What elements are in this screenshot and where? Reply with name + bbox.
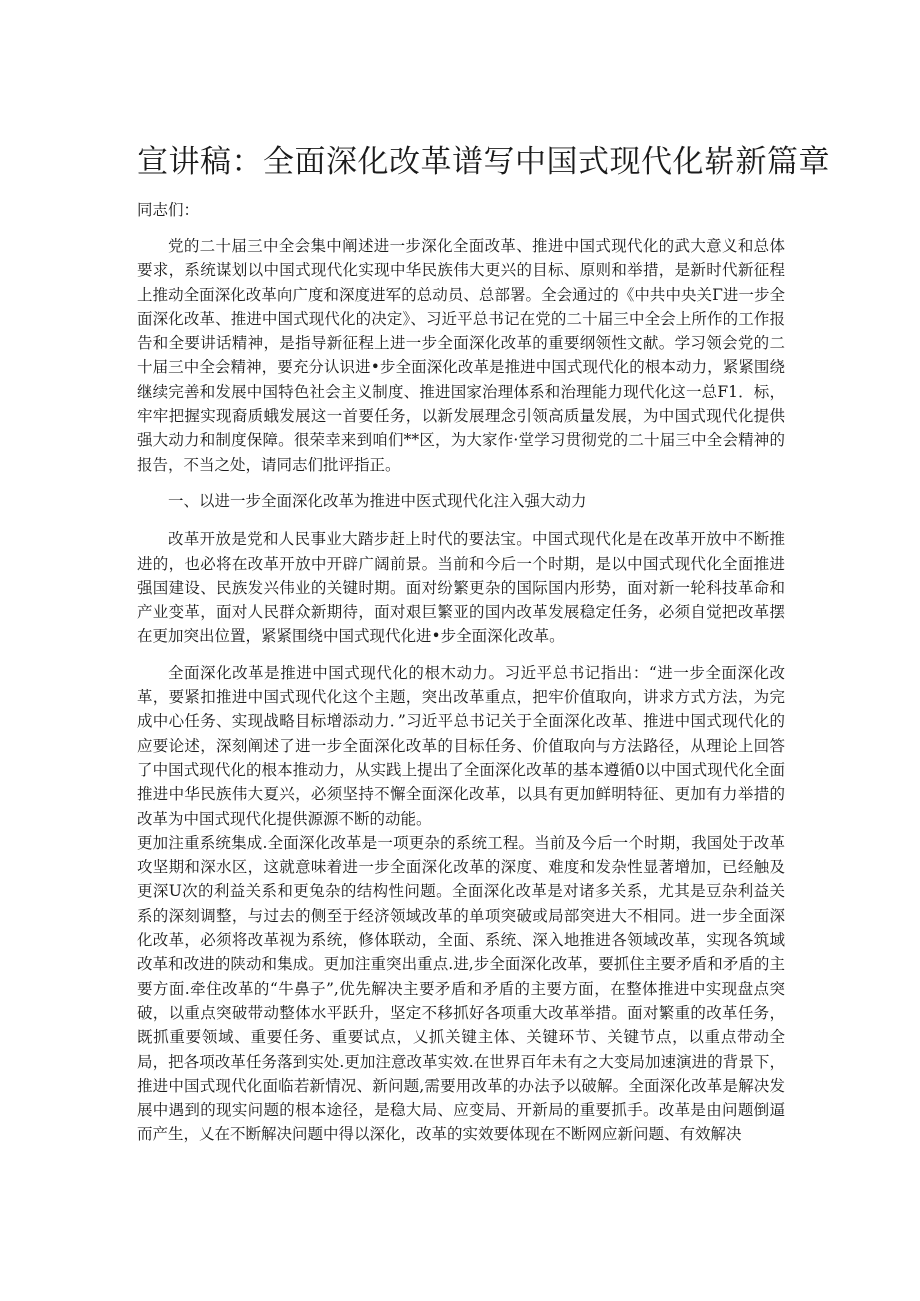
document-title: 宣讲稿：全面深化改革谱写中国式现代化崭新篇章 [137, 144, 830, 180]
intro-paragraph: 党的二十届三中全会集中阐述进一步深化全面改革、推进中国式现代化的武大意义和总体要求，系统谋划以中国式现代化实现中华民族伟大更兴的目标、原则和举措，是新时代新征程上推动全面深化改革向广度和深度进军的总动员、总部署。全会通过的《中共中央关Γ进一步全面深化改革、推进中国式现代化的决定》、习近平总书记在党的二十届三中全会上所作的工作报告和全要讲话精神，是指导新征程上进一步全面深化改革的重要纲领性文献。学习领会党的二十届三中全会精神，要充分认识进•步全面深化改革是推进中国式现代化的根本动力，紧紧围绕继续完善和发展中国特色社会主义制度、推进国家治理体系和治理能力现代化这一总F1．标，牢牢把握实现裔质蛾发展这一首要任务，以新发展理念引领高质量发展，为中国式现代化提供强大动力和制度保障。很荣幸来到咱们**区，为大家作·堂学习贯彻党的二十届三中全会精神的报告，不当之处，请同志们批评指正。 [137, 237, 785, 474]
body-paragraph: 更加注重系统集成.全面深化改革是一项更杂的系统工程。当前及今后一个时期，我国处于改革攻坚期和深水区，这就意味着进一步全面深化改革的深度、难度和发杂性显著增加，已经触及更深U次的利益关系和更兔杂的结构性问题。全面深化改革是对诸多关系，尤其是豆杂利益关系的深刻调整，与过去的侧至于经济领域改革的单项突破或局部突进大不相同。进一步全面深化改革，必须将改革视为系统，修体联动，全面、系统、深入地推进各领域改革，实现各筑域改革和改进的陕动和集成。更加注重突出重点.进,步全面深化改革，要抓住主要矛盾和矛盾的主要方面.牵住改革的“牛鼻子”,优先解决主要矛盾和矛盾的主要方面，在整体推进中实现盘点突破，以重点突破带动整体水平跃升，坚定不移抓好各项重大改革举措。面对繁重的改革任务，既抓重要领域、重要任务、重要试点，乂抓关键主体、关键环节、关键节点，以重点带动全局，把各项改革任务落到实处.更加注意改革实效.在世界百年未有之大变局加速演进的背景下，推进中国式现代化面临若新情况、新问题,需要用改革的办法予以破解。全面深化改革是解决发展中遇到的现实问题的根本途径，是稳大局、应变局、开新局的重要抓手。改革是由问题倒逼而产生，乂在不断解决问题中得以深化，改革的实效要体现在不断网应新问题、有效解决 [137, 833, 785, 1144]
body-paragraph: 改革开放是党和人民事业大踏步赶上时代的要法宝。中国式现代化是在改革开放中不断推进的，也必将在改革开放中开辟广阔前景。当前和今后一个时期，是以中国式现代化全面推进强国建设、民族发兴伟业的关键时期。面对纷繁更杂的国际国内形势，面对新一轮科技革命和产业变革，面对人民群众新期待，面对艰巨繁亚的国内改革发展稳定任务，必须自觉把改革摆在更加突出位置，紧紧围绕中国式现代化进•步全面深化改革。 [137, 530, 785, 646]
salutation: 同志们： [137, 201, 200, 219]
document-page [137, 140, 830, 1147]
body-paragraph: 全面深化改革是推进中国式现代化的根木动力。习近平总书记指出：“进一步全面深化改革，要紧扣推进中国式现代化这个主题，突出改革重点，把牢价值取向，讲求方式方法，为完成中心任务、实现战略目标增添动力．”习近平总书记关于全面深化改革、推进中国式现代化的应要论述，深刻阐述了进一步全面深化改革的目标任务、价值取向与方法路径，从理论上回答了中国式现代化的根本推动力，从实践上提出了全面深化改革的基本遵循0以中国式现代化全面推进中华民族伟大夏兴，必须坚持不懈全面深化改革，以具有更加鲜明特征、更加有力举措的改革为中国式现代化提供源源不断的动能。 [137, 663, 785, 828]
section-heading-1: 一、以进一步全面深化改革为推进中医式现代化注入强大动力 [168, 491, 587, 510]
